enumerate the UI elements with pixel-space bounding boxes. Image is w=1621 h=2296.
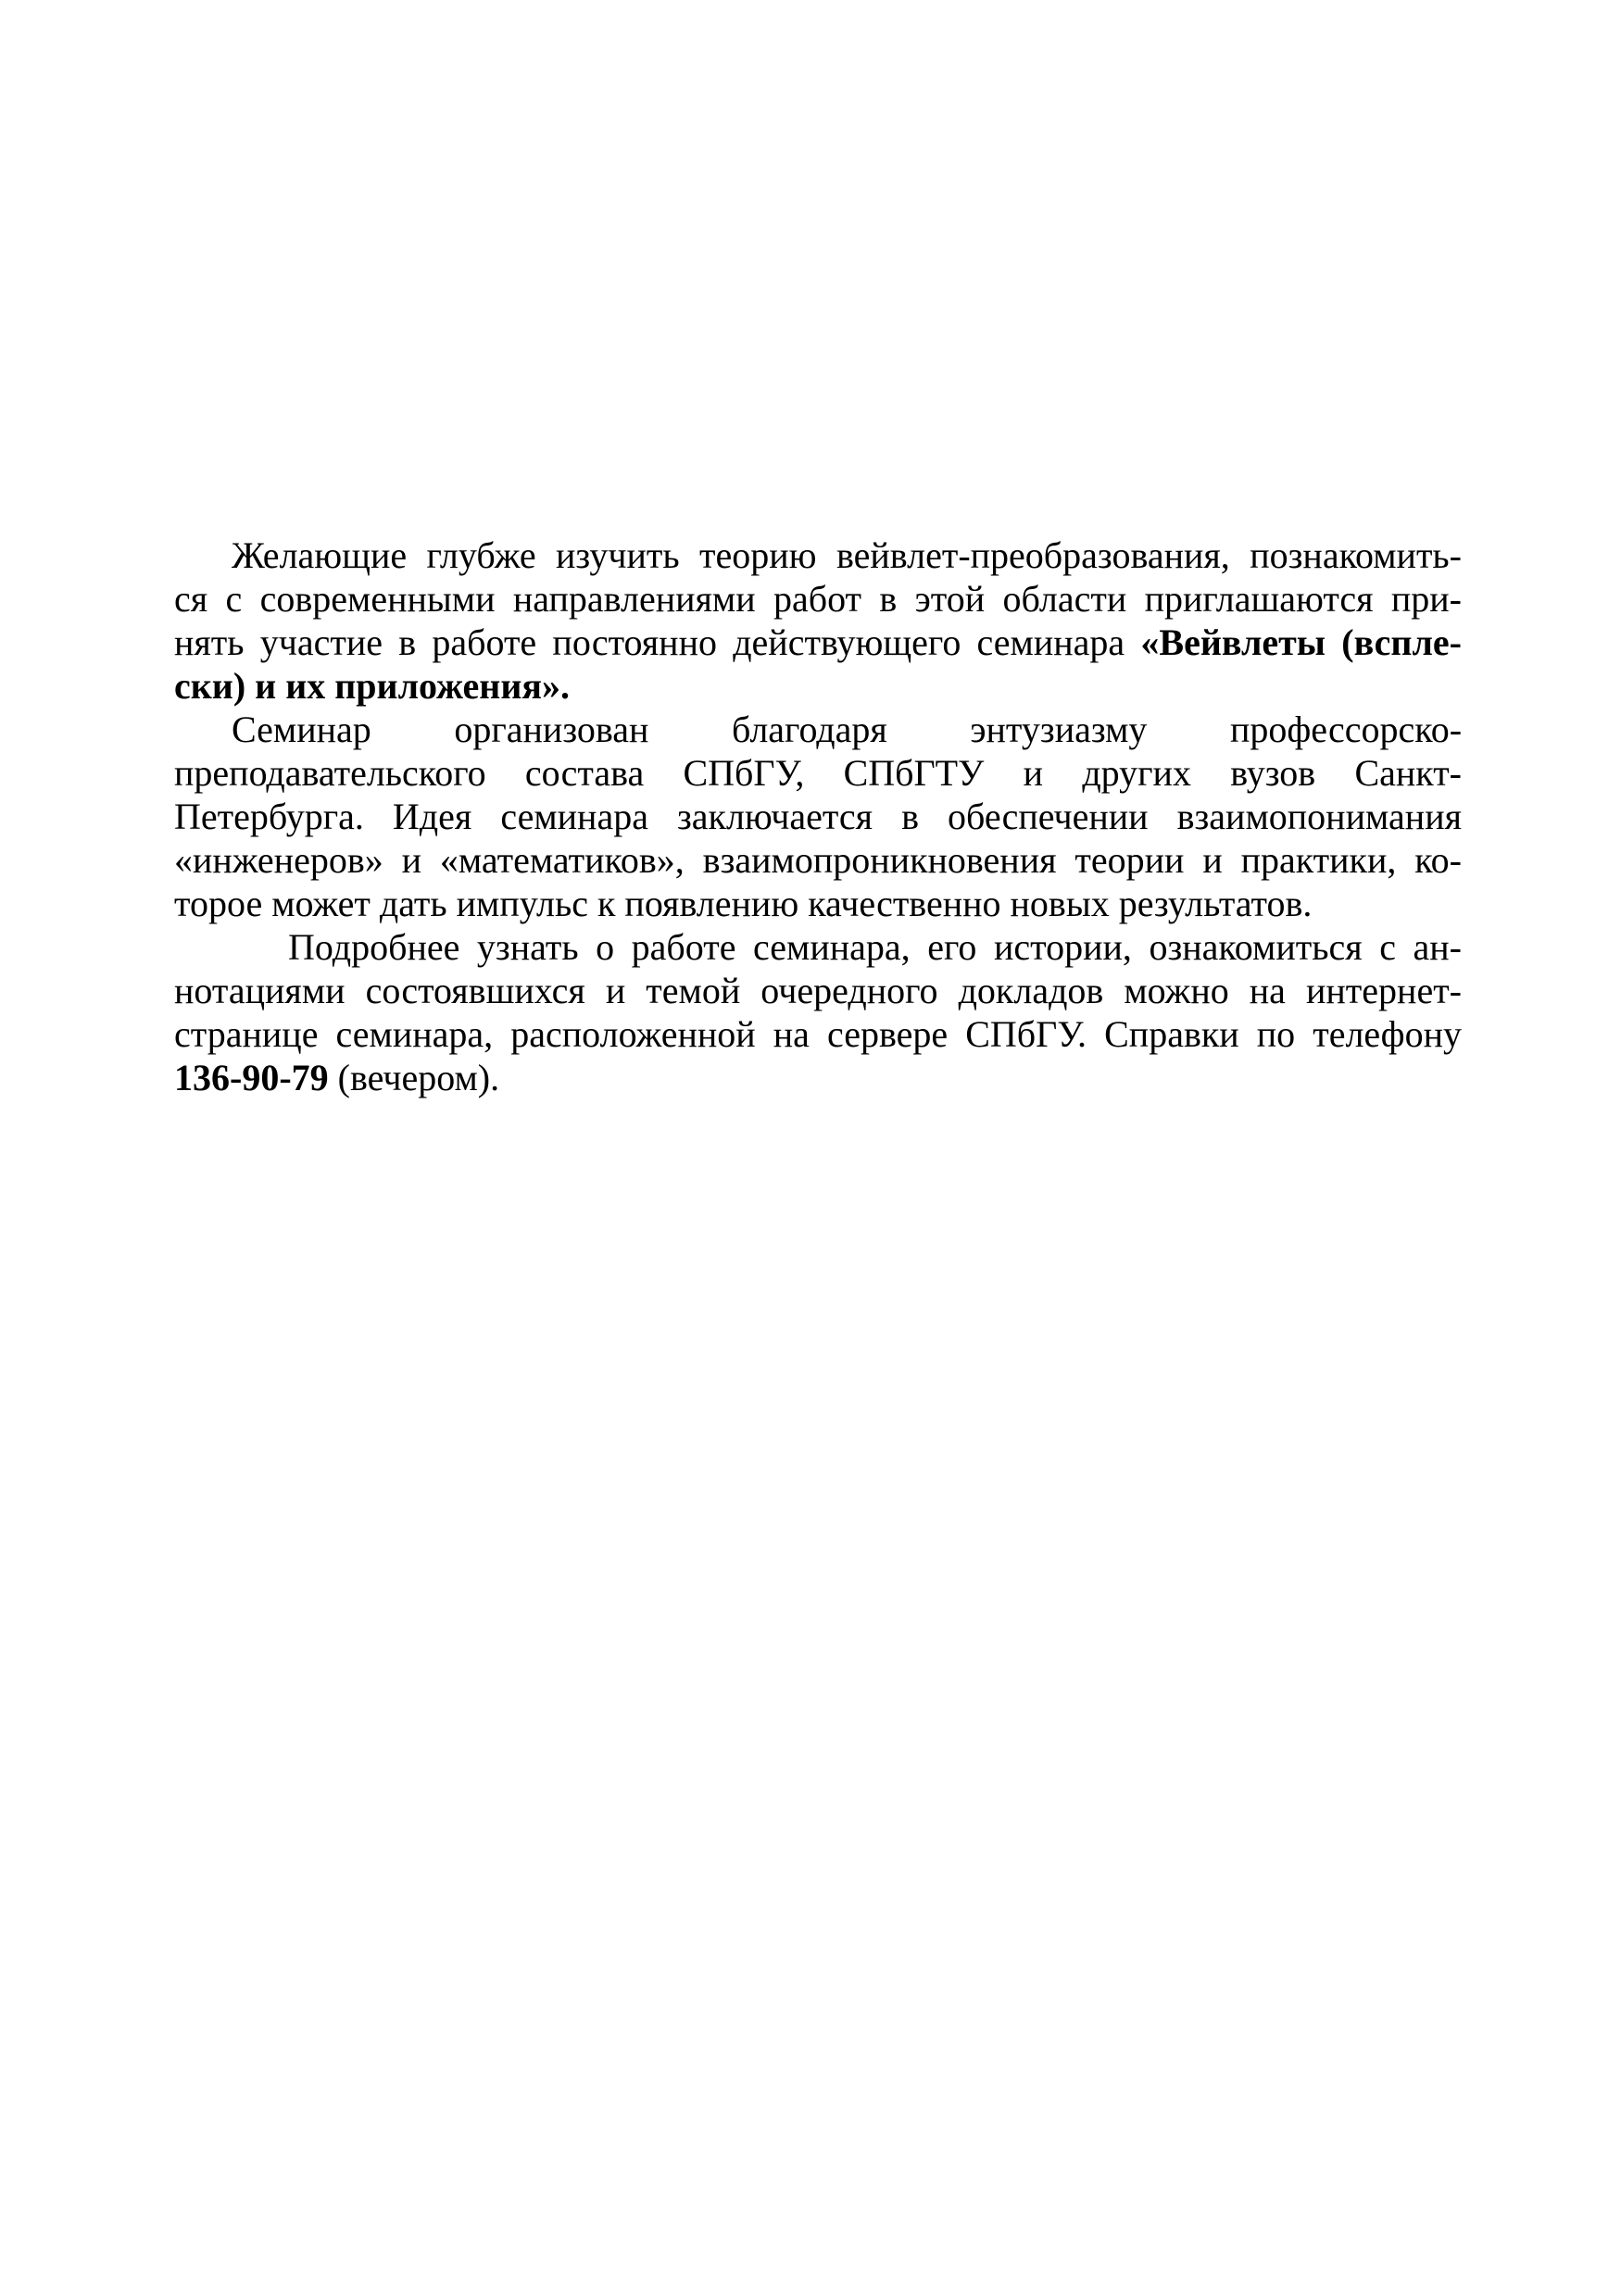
text-fragment: нять участие в работе постоянно действующего семинара — [174, 621, 1141, 663]
paragraph-seminar-invitation — [174, 533, 1462, 708]
text-line — [174, 708, 1462, 751]
text-line: Петербурга. Идея семинара заключается в обеспечении взаимопонимания — [174, 796, 1462, 837]
word: профессорско- — [1229, 709, 1462, 750]
word: энтузиазму — [970, 709, 1148, 750]
phone-note: (вечером). — [328, 1057, 500, 1098]
phone-number: 136-90-79 — [174, 1057, 329, 1098]
text-line — [174, 1056, 1462, 1099]
text-block — [174, 533, 1462, 1099]
word: организован — [454, 709, 649, 750]
text-line: торое может дать импульс к появлению качественно новых результатов. — [174, 883, 1313, 924]
text-line: ся с современными направлениями работ в этой области приглашаются при- — [174, 578, 1462, 620]
word: благодаря — [731, 709, 887, 750]
text-line: нотациями состоявшихся и темой очередного докладов можно на интернет- — [174, 970, 1462, 1011]
text-line — [174, 621, 1462, 664]
text-line: Подробнее узнать о работе семинара, его истории, ознакомиться с ан- — [288, 926, 1462, 968]
seminar-title-bold: «Вейвлеты (всплe- — [1140, 621, 1462, 663]
paragraph-seminar-organization — [174, 708, 1462, 925]
text-line: «инженеров» и «математиков», взаимопроникновения теории и практики, ко- — [174, 839, 1462, 881]
seminar-title-bold: ски) и их приложения». — [174, 665, 571, 707]
text-line: преподавательского состава СПбГУ, СПбГТУ и других вузов Санкт- — [174, 752, 1462, 794]
paragraph-seminar-contacts — [174, 925, 1462, 1099]
text-line — [174, 664, 1462, 708]
word: Семинар — [232, 709, 371, 750]
text-line: странице семинара, расположенной на сервере СПбГУ. Справки по телефону — [174, 1013, 1462, 1055]
text-line: Желающие глубже изучить теорию вейвлет-преобразования, познакомить- — [232, 534, 1462, 576]
